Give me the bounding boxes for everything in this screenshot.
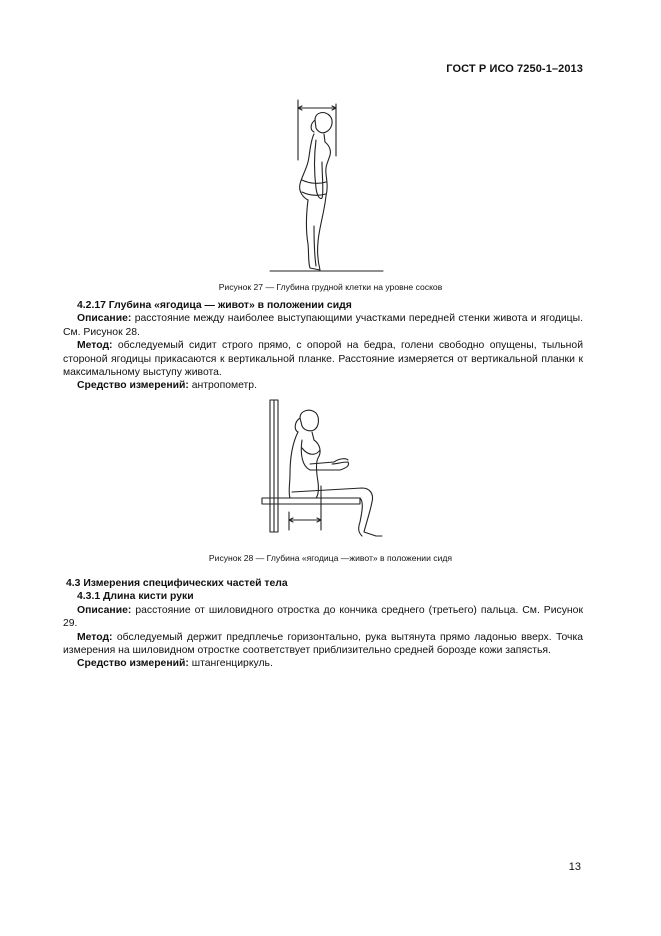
tool-label: Средство измерений:: [77, 380, 189, 392]
method-text: обследуемый сидит строго прямо, с опорой на бедра, голени свободно опущены, тыльной стороной ягодицы прикасаются к вертикальной планке. Расстояние измеряется от вертикальной планки к максимальному выступу живота.: [63, 340, 583, 379]
method-text: обследуемый держит предплечье горизонтально, рука вытянута прямо ладонью вверх. Точка измерения на шиловидном отростке соответствует приблизительно средней борозде кожи запястья.: [63, 631, 583, 657]
method-label: Метод:: [77, 631, 113, 643]
figure-28-illustration: [262, 400, 402, 545]
tool-text: антропометр.: [188, 380, 257, 392]
document-code-header: ГОСТ Р ИСО 7250-1–2013: [446, 63, 583, 75]
section-heading: 4.2.17 Глубина «ягодица — живот» в положении сидя: [77, 300, 352, 311]
subsection-heading: 4.3.1 Длина кисти руки: [77, 591, 194, 603]
page-number: 13: [568, 861, 581, 873]
description-text: расстояние между наиболее выступающими участками передней стенки живота и ягодицы. См. Рисунок 28.: [63, 313, 583, 338]
figure-27-illustration: [270, 96, 390, 276]
tool-text: штангенциркуль.: [188, 658, 273, 670]
section-4-3: [63, 577, 583, 671]
tool-label: Средство измерений:: [77, 658, 189, 670]
method-label: Метод:: [77, 340, 113, 352]
description-label: Описание:: [77, 313, 132, 325]
figure-27-caption: Рисунок 27 — Глубина грудной клетки на уровне сосков: [218, 282, 443, 292]
description-label: Описание:: [77, 604, 132, 616]
figure-28-caption: Рисунок 28 — Глубина «ягодица —живот» в положении сидя: [208, 553, 453, 563]
section-heading: 4.3 Измерения специфических частей тела: [66, 578, 288, 589]
section-4-2-17: [63, 299, 583, 393]
description-text: расстояние от шиловидного отростка до кончика среднего (третьего) пальца. См. Рисунок 29.: [63, 604, 583, 630]
